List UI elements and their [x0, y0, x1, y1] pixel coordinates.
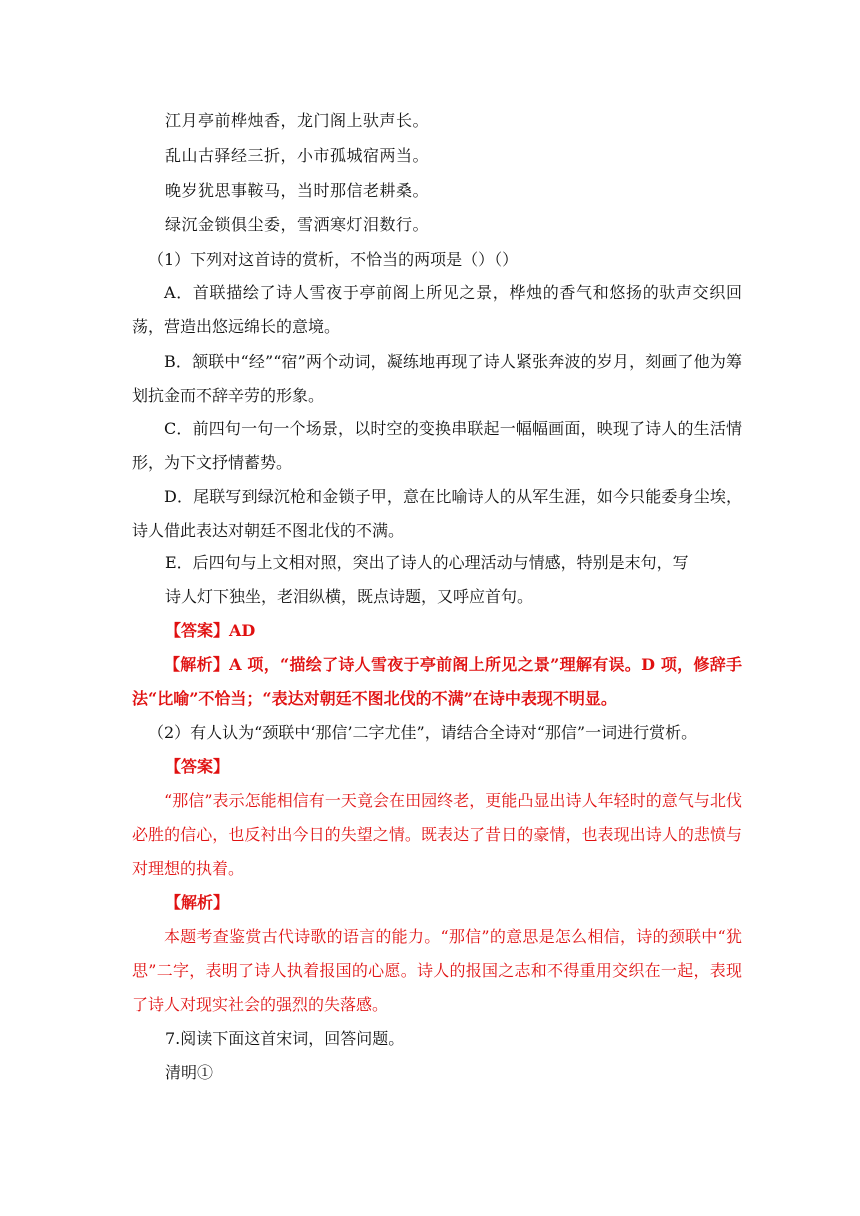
- q1-option-e-line1: E．后四句与上文相对照，突出了诗人的心理活动与情感，特别是末句，写: [165, 553, 689, 572]
- q2-analysis-label: 【解析】: [165, 893, 230, 912]
- q1-option-e-line2: 诗人灯下独坐，老泪纵横，既点诗题，又呼应首句。: [165, 587, 534, 606]
- q2-answer-label: 【答案】: [165, 757, 230, 776]
- poem-line-3: 晚岁犹思事鞍马，当时那信老耕桑。: [165, 181, 430, 200]
- q1-question: （1）下列对这首诗的赏析，不恰当的两项是（）（）: [148, 250, 519, 269]
- q1-option-c: C．前四句一句一个场景，以时空的变换串联起一幅幅画面，映现了诗人的生活情形，为下文抒情蓄势。: [132, 419, 742, 472]
- q1-option-a: A．首联描绘了诗人雪夜于亭前阁上所见之景，桦烛的香气和悠扬的驮声交织回荡，营造出悠远绵长的意境。: [132, 283, 742, 336]
- poem-line-2: 乱山古驿经三折，小市孤城宿两当。: [165, 146, 430, 165]
- q1-answer: 【答案】AD: [165, 621, 256, 640]
- q7-poem-title: 清明①: [165, 1063, 214, 1082]
- poem-line-1: 江月亭前桦烛香，龙门阁上驮声长。: [165, 111, 430, 130]
- q2-analysis-text: 本题考查鉴赏古代诗歌的语言的能力。“那信”的意思是怎么相信，诗的颈联中“犹思”二字，表明了诗人执着报国的心愿。诗人的报国之志和不得重用交织在一起，表现了诗人对现实社会的强烈的失落感。: [132, 927, 742, 1014]
- q1-analysis: 【解析】A 项，“描绘了诗人雪夜于亭前阁上所见之景”理解有误。D 项，修辞手法“比喻”不恰当；“表达对朝廷不图北伐的不满”在诗中表现不明显。: [132, 655, 742, 708]
- q1-option-d: D．尾联写到绿沉枪和金锁子甲，意在比喻诗人的从军生涯，如今只能委身尘埃，诗人借此表达对朝廷不图北伐的不满。: [132, 487, 742, 540]
- q1-option-b: B．颔联中“经”“宿”两个动词，凝练地再现了诗人紧张奔波的岁月，刻画了他为筹划抗金而不辞辛劳的形象。: [132, 352, 742, 405]
- poem-line-4: 绿沉金锁俱尘委，雪洒寒灯泪数行。: [165, 215, 430, 234]
- q2-question: （2）有人认为“颈联中‘那信’二字尤佳”，请结合全诗对“那信”一词进行赏析。: [148, 723, 698, 742]
- q7-question: 7.阅读下面这首宋词，回答问题。: [165, 1029, 405, 1048]
- q2-answer-text: “那信”表示怎能相信有一天竟会在田园终老，更能凸显出诗人年轻时的意气与北伐必胜的信心，也反衬出今日的失望之情。既表达了昔日的豪情，也表现出诗人的悲愤与对理想的执着。: [132, 791, 742, 878]
